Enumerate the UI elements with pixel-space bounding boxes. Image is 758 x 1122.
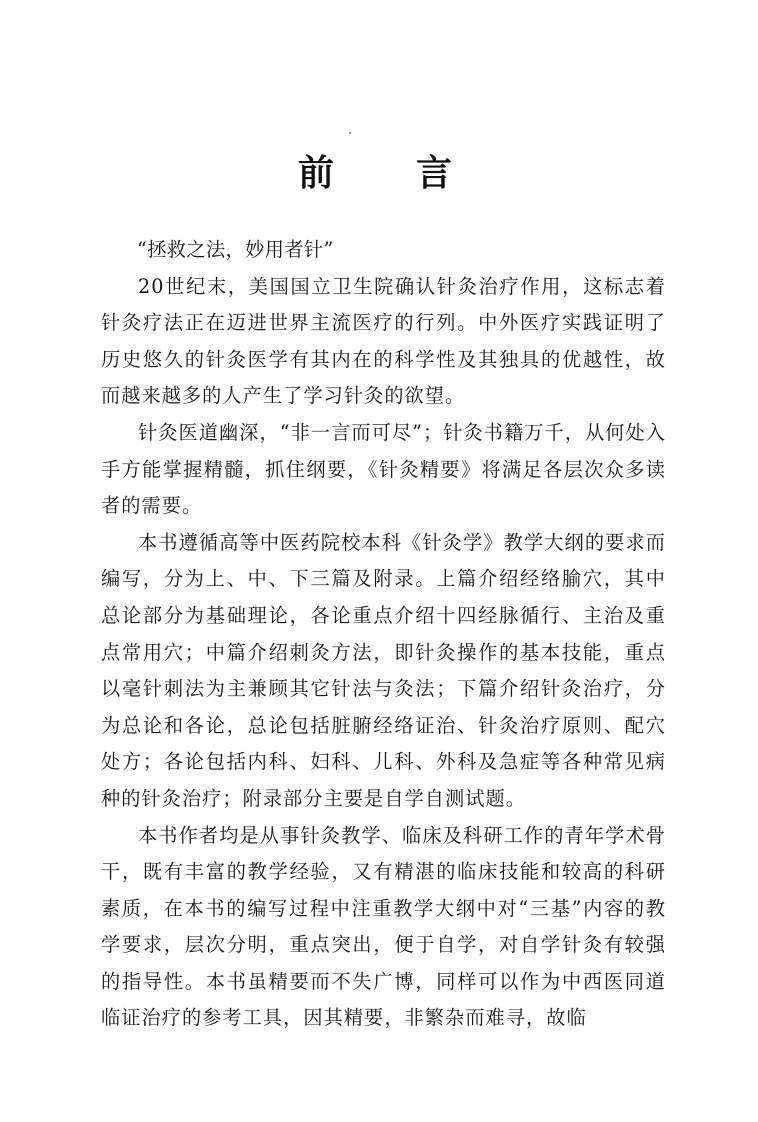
preface-body bbox=[101, 232, 666, 1037]
title-char-1: 前 bbox=[298, 153, 335, 194]
scan-speck bbox=[349, 132, 351, 134]
preface-title bbox=[0, 150, 758, 198]
epigraph-quote: “拯救之法，妙用者针” bbox=[137, 238, 334, 261]
paragraph-4: 本书作者均是从事针灸教学、临床及科研工作的青年学术骨干，既有丰富的教学经验，又有精湛的临床技能和较高的科研素质，在本书的编写过程中注重教学大纲中对“三基”内容的教学要求，层次分明，重点突出，便于自学，对自学针灸有较强的指导性。本书虽精要而不失广博，同样可以作为中西医同道临证治疗的参考工具，因其精要，非繁杂而难寻，故临 bbox=[101, 823, 666, 1030]
paragraph-1: 20世纪末，美国国立卫生院确认针灸治疗作用，这标志着针灸疗法正在迈进世界主流医疗的行列。中外医疗实践证明了历史悠久的针灸医学有其内在的科学性及其独具的优越性，故而越来越多的人产生了学习针灸的欲望。 bbox=[101, 274, 666, 408]
paragraph-3: 本书遵循高等中医药院校本科《针灸学》教学大纲的要求而编写，分为上、中、下三篇及附录。上篇介绍经络腧穴，其中总论部分为基础理论，各论重点介绍十四经脉循行、主治及重点常用穴；中篇介绍刺灸方法，即针灸操作的基本技能，重点以毫针刺法为主兼顾其它针法与灸法；下篇介绍针灸治疗，分为总论和各论，总论包括脏腑经络证治、针灸治疗原则、配穴处方；各论包括内科、妇科、儿科、外科及急症等各种常见病种的针灸治疗；附录部分主要是自学自测试题。 bbox=[101, 530, 666, 810]
paragraph-2: 针灸医道幽深，“非一言而可尽”；针灸书籍万千，从何处入手方能掌握精髓，抓住纲要，《针灸精要》将满足各层次众多读者的需要。 bbox=[101, 420, 666, 518]
title-char-2: 言 bbox=[416, 153, 453, 194]
